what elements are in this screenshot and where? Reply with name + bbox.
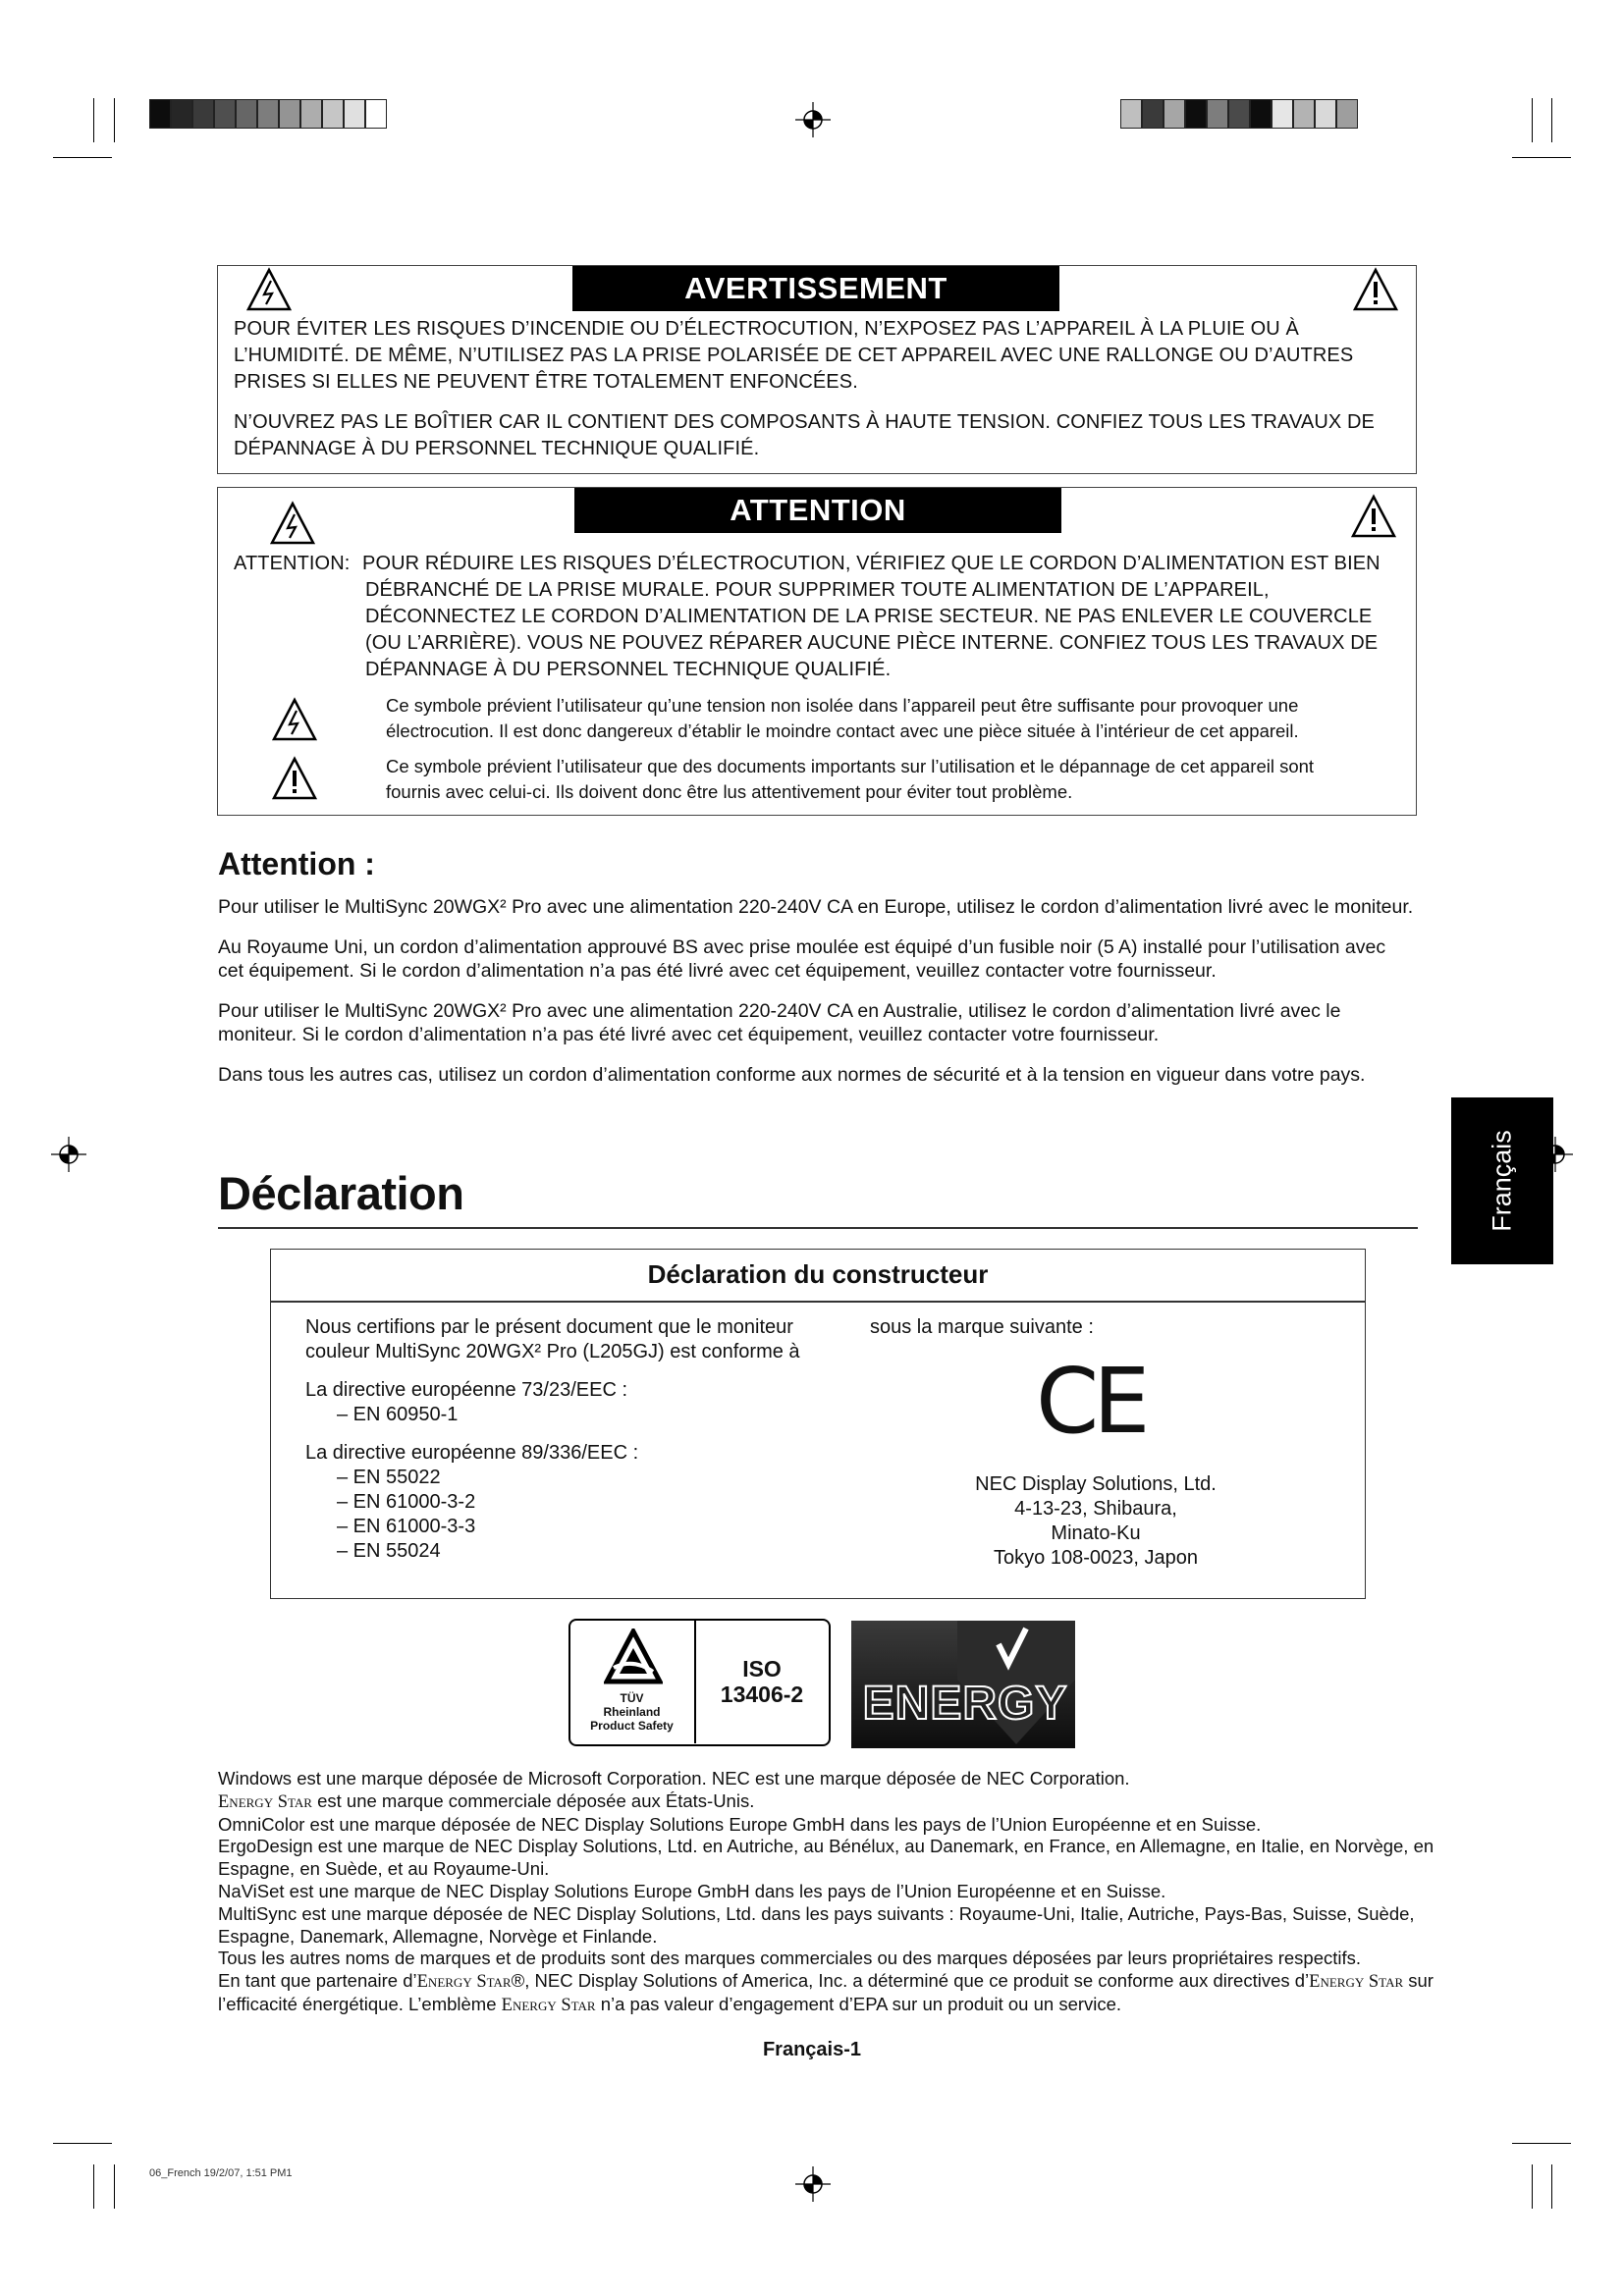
- attention-paragraph: Dans tous les autres cas, utilisez un cordon d’alimentation conforme aux normes de sécurité et à la tension en vigueur dans votre pays.: [218, 1064, 1366, 1086]
- page-number: Français-1: [762, 2039, 862, 2060]
- left-calibration-bar: [149, 99, 387, 129]
- right-calibration-bar: [1120, 99, 1358, 129]
- crop-mark: [1551, 98, 1552, 142]
- calibration-swatch: [171, 99, 192, 129]
- calibration-swatch: [1142, 99, 1164, 129]
- energy-star-brand: Energy Star: [218, 1791, 312, 1812]
- electric-shock-warning-icon: [245, 267, 293, 312]
- address-line: Tokyo 108-0023, Japon: [994, 1547, 1198, 1569]
- address-line: 4-13-23, Shibaura,: [1014, 1498, 1177, 1520]
- tuv-iso-logo: [568, 1619, 831, 1746]
- calibration-swatch: [1228, 99, 1250, 129]
- electric-shock-warning-icon: [271, 697, 318, 742]
- attention-paragraph: Pour utiliser le MultiSync 20WGX² Pro avec une alimentation 220-240V CA en Australie, utilisez le cordon d’alimentation livré avec le moniteur. Si le cordon d’alimentation n’a pas été livré avec cet équipement, veuillez contacter votre fournisseur.: [218, 1000, 1341, 1045]
- calibration-swatch: [300, 99, 322, 129]
- attention-paragraph: Pour utiliser le MultiSync 20WGX² Pro avec une alimentation 220-240V CA en Europe, utilisez le cordon d’alimentation livré avec le moniteur.: [218, 896, 1414, 918]
- language-side-tab: [1451, 1097, 1553, 1264]
- exclamation-warning-icon: [271, 756, 318, 801]
- warning-title: AVERTISSEMENT: [572, 266, 1059, 311]
- caution-text: POUR RÉDUIRE LES RISQUES D’ÉLECTROCUTION, VÉRIFIEZ QUE LE CORDON D’ALIMENTATION EST BIEN DÉBRANCHÉ DE LA PRISE MURALE. POUR SUPPRIMER TOUTE ALIMENTATION DE L’APPAREIL, DÉCONNECTEZ LE CORDON D’ALIMENTATION DE LA PRISE SECTEUR. NE PAS ENLEVER LE COUVERCLE (OU L’ARRIÈRE). VOUS NE POUVEZ RÉPARER AUCUNE PIÈCE INTERNE. CONFIEZ TOUS LES TRAVAUX DE DÉPANNAGE À DU PERSONNEL TECHNIQUE QUALIFIÉ.: [362, 553, 1380, 680]
- tuv-triangle-icon: [604, 1629, 663, 1685]
- trademark-line: Windows est une marque déposée de Microsoft Corporation. NEC est une marque déposée de NEC Corporation.: [218, 1768, 1130, 1789]
- crop-mark: [1512, 157, 1571, 158]
- crop-mark: [1512, 2143, 1571, 2144]
- energy-star-logo: [851, 1621, 1075, 1748]
- directive-2-item: – EN 55024: [337, 1540, 441, 1562]
- crop-mark: [1551, 2164, 1552, 2209]
- tuv-logo: [570, 1621, 696, 1743]
- trademark-line: NaViSet est une marque de NEC Display Solutions Europe GmbH dans les pays de l’Union Européenne et en Suisse.: [218, 1880, 1166, 1901]
- directive-1: La directive européenne 73/23/EEC :: [305, 1379, 627, 1401]
- trademark-notes: [218, 1768, 1435, 2017]
- warning-paragraph-1: POUR ÉVITER LES RISQUES D’INCENDIE OU D’ÉLECTROCUTION, N’EXPOSEZ PAS L’APPAREIL À LA PLUIE OU À L’HUMIDITÉ. DE MÊME, N’UTILISEZ PAS LA PRISE POLARISÉE DE CET APPAREIL AVEC UNE RALLONGE OU D’AUTRES PRISES SI ELLES NE PEUVENT ÊTRE TOTALEMENT ENFONCÉES.: [234, 318, 1354, 393]
- calibration-swatch: [192, 99, 214, 129]
- declaration-box-divider: [271, 1301, 1365, 1303]
- tuv-label: Rheinland: [603, 1705, 661, 1719]
- directive-2: La directive européenne 89/336/EEC :: [305, 1442, 639, 1464]
- trademark-line: Energy Star est une marque commerciale déposée aux États-Unis.: [218, 1789, 755, 1812]
- electric-shock-warning-icon: [269, 501, 316, 546]
- brand-line: sous la marque suivante :: [870, 1316, 1094, 1338]
- exclamation-warning-icon: [1350, 494, 1397, 539]
- warning-paragraph-2: N’OUVREZ PAS LE BOÎTIER CAR IL CONTIENT DES COMPOSANTS À HAUTE TENSION. CONFIEZ TOUS LES TRAVAUX DE DÉPANNAGE À DU PERSONNEL TECHNIQUE QUALIFIÉ.: [234, 411, 1375, 459]
- calibration-swatch: [1336, 99, 1358, 129]
- warning-text: [234, 316, 1407, 476]
- calibration-swatch: [1272, 99, 1293, 129]
- trademark-line: MultiSync est une marque déposée de NEC Display Solutions, Ltd. dans les pays suivants : Royaume-Uni, Italie, Autriche, Pays-Bas, Suisse, Suède, Espagne, Danemark, Allemagne, Norvège et Finlande.: [218, 1902, 1415, 1947]
- calibration-swatch: [1120, 99, 1142, 129]
- declaration-heading: Déclaration: [218, 1167, 464, 1219]
- registration-mark-icon: [795, 2166, 831, 2202]
- energy-star-brand: Energy Star: [416, 1972, 512, 1993]
- crop-mark: [53, 157, 112, 158]
- calibration-swatch: [279, 99, 300, 129]
- calibration-swatch: [344, 99, 365, 129]
- trademark-line: OmniColor est une marque déposée de NEC Display Solutions Europe GmbH dans les pays de l’Union Européenne et en Suisse.: [218, 1813, 1262, 1835]
- calibration-swatch: [214, 99, 236, 129]
- declaration-divider: [218, 1227, 1418, 1229]
- ce-mark-logo: CE: [1036, 1349, 1145, 1454]
- crop-mark: [53, 2143, 112, 2144]
- calibration-swatch: [257, 99, 279, 129]
- caution-symbol2-text: Ce symbole prévient l’utilisateur que des documents importants sur l’utilisation et le dépannage de cet appareil sont fournis avec celui-ci. Ils doivent donc être lus attentivement pour éviter tout problème.: [386, 756, 1315, 802]
- calibration-swatch: [1164, 99, 1185, 129]
- trademark-line: En tant que partenaire d’Energy Star®, NEC Display Solutions of America, Inc. a déterminé que ce produit se conforme aux directives d’Energy Star sur l’efficacité énergétique. L’emblème Energy Star n’a pas valeur d’engagement d’EPA sur un produit ou un service.: [218, 1970, 1434, 2015]
- calibration-swatch: [236, 99, 257, 129]
- trademark-line: Tous les autres noms de marques et de produits sont des marques commerciales ou des marques déposées par leurs propriétaires respectifs.: [218, 1948, 1362, 1969]
- crop-mark: [114, 98, 115, 142]
- calibration-swatch: [1315, 99, 1336, 129]
- calibration-swatch: [149, 99, 171, 129]
- crop-mark: [1532, 2164, 1533, 2209]
- attention-heading: Attention :: [218, 846, 375, 881]
- company-name: NEC Display Solutions, Ltd.: [975, 1473, 1217, 1495]
- declaration-right-column: [870, 1315, 1312, 1340]
- iso-label: 13406-2: [720, 1682, 804, 1707]
- energy-star-brand: Energy Star: [1309, 1972, 1404, 1993]
- caution-title: ATTENTION: [574, 488, 1061, 533]
- crop-mark: [93, 2164, 94, 2209]
- manufacturer-address: [890, 1472, 1302, 1571]
- address-line: Minato-Ku: [1051, 1522, 1141, 1544]
- calibration-swatch: [1185, 99, 1207, 129]
- tuv-label: Product Safety: [590, 1719, 674, 1733]
- attention-paragraph: Au Royaume Uni, un cordon d’alimentation approuvé BS avec prise moulée est équipé d’un fusible noir (5 A) installé pour l’utilisation avec cet équipement. Si le cordon d’alimentation n’a pas été livré avec cet équipement, veuillez contacter votre fournisseur.: [218, 936, 1386, 982]
- directive-1-item: – EN 60950-1: [337, 1404, 459, 1425]
- registration-mark-icon: [795, 102, 831, 137]
- directive-2-item: – EN 61000-3-2: [337, 1491, 476, 1513]
- tuv-label: TÜV: [620, 1691, 644, 1705]
- crop-mark: [1532, 98, 1533, 142]
- calibration-swatch: [322, 99, 344, 129]
- caution-label: ATTENTION:: [234, 553, 351, 574]
- exclamation-warning-icon: [1352, 267, 1399, 312]
- registration-mark-icon: [51, 1137, 86, 1172]
- energy-star-brand: Energy Star: [501, 1995, 596, 2015]
- crop-mark: [93, 98, 94, 142]
- directive-2-item: – EN 61000-3-3: [337, 1516, 476, 1537]
- declaration-intro: Nous certifions par le présent document que le moniteur couleur MultiSync 20WGX² Pro (L205GJ) est conforme à: [305, 1316, 800, 1362]
- iso-label: ISO: [742, 1656, 782, 1682]
- calibration-swatch: [1293, 99, 1315, 129]
- trademark-line: ErgoDesign est une marque de NEC Display Solutions, Ltd. en Autriche, au Bénélux, au Danemark, en France, en Allemagne, en Italie, en Norvège, en Espagne, en Suède, et au Royaume-Uni.: [218, 1836, 1435, 1880]
- language-side-tab-label: Français: [1487, 1130, 1517, 1232]
- calibration-swatch: [365, 99, 387, 129]
- attention-paragraphs: [218, 895, 1416, 1103]
- declaration-box-title: Déclaration du constructeur: [647, 1259, 989, 1289]
- print-slug: 06_French 19/2/07, 1:51 PM1: [149, 2167, 293, 2179]
- calibration-swatch: [1207, 99, 1228, 129]
- directive-2-item: – EN 55022: [337, 1467, 441, 1488]
- crop-mark: [114, 2164, 115, 2209]
- caution-symbol1-text: Ce symbole prévient l’utilisateur qu’une tension non isolée dans l’appareil peut être suffisante pour provoquer une électrocution. Il est donc dangereux d’établir le moindre contact avec une pièce située à l’intérieur de cet appareil.: [386, 695, 1299, 741]
- energy-label: ENERGY: [862, 1678, 1068, 1730]
- declaration-left-column: [305, 1315, 816, 1564]
- calibration-swatch: [1250, 99, 1272, 129]
